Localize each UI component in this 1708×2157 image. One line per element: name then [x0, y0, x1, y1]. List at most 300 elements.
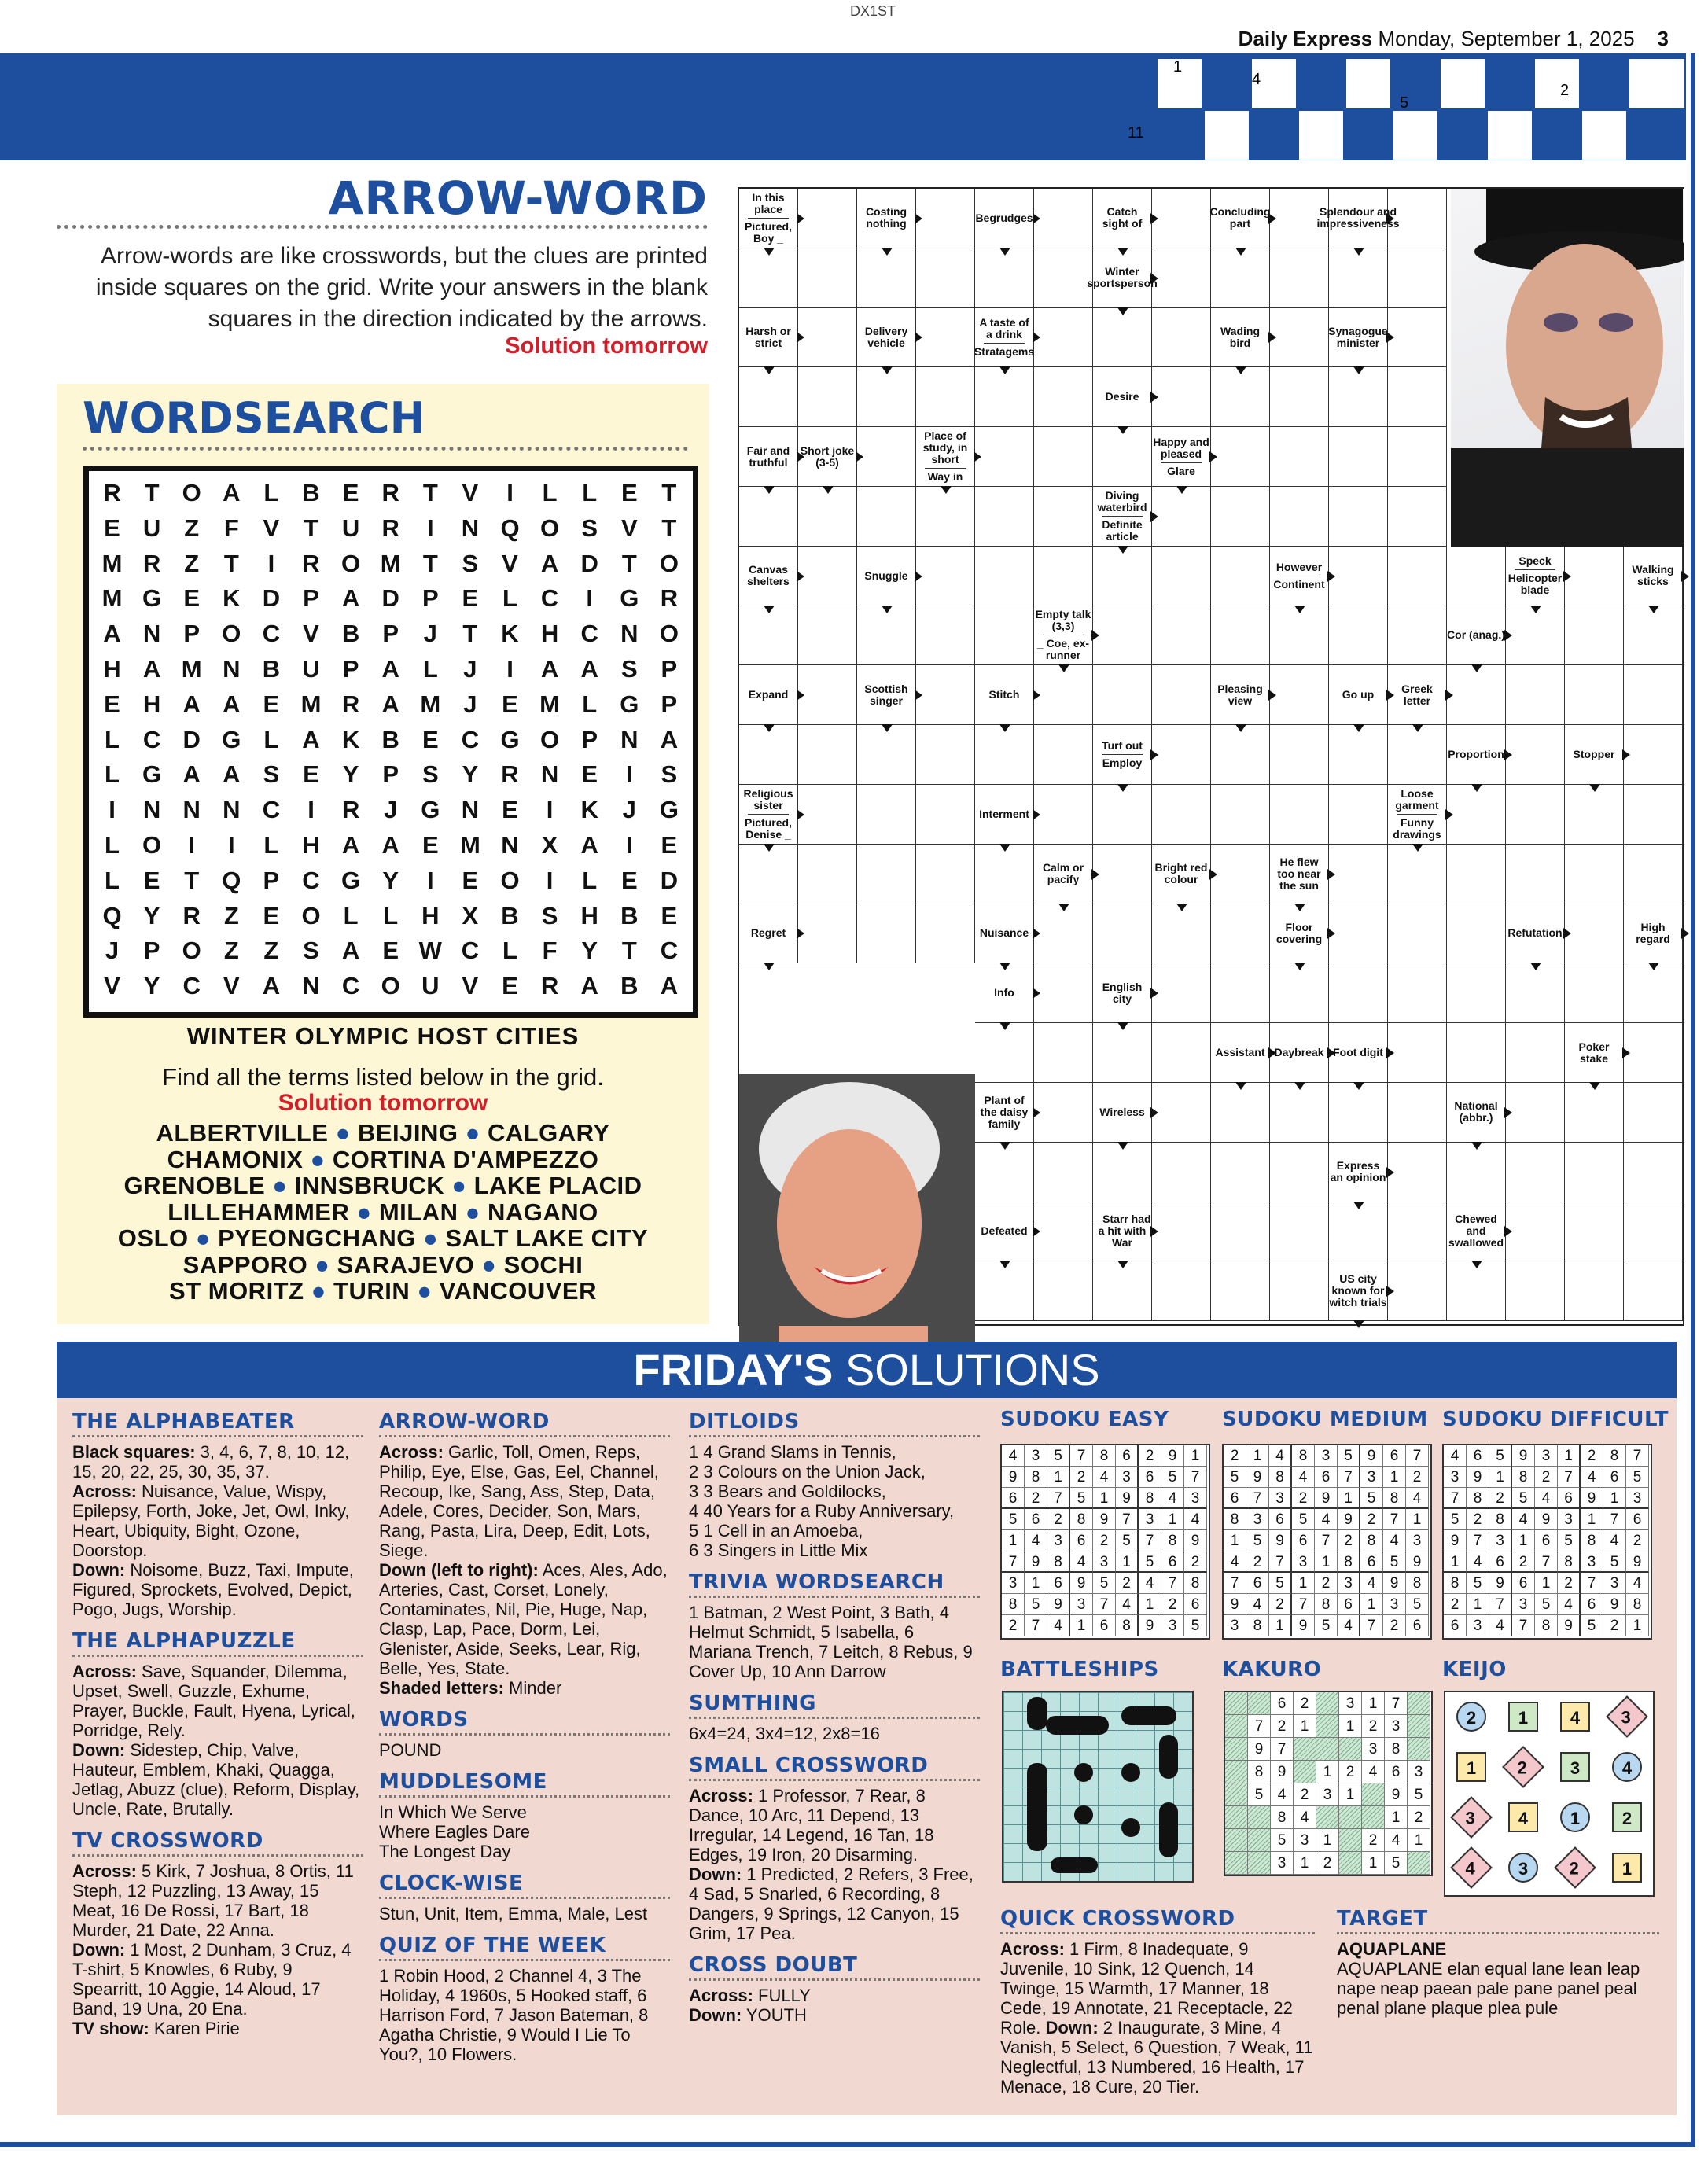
- sudoku-cell: 2: [1444, 1594, 1467, 1615]
- arrow-right-icon: [1150, 1107, 1158, 1118]
- clue-text: Funny drawings: [1393, 815, 1441, 841]
- sudoku-cell: 8: [1444, 1573, 1467, 1594]
- answer-cell: [1211, 725, 1270, 785]
- wordsearch-letter: D: [381, 584, 399, 613]
- answer-cell: [1506, 725, 1565, 785]
- answer-cell: [1034, 1261, 1093, 1321]
- wordsearch-letter: A: [182, 690, 201, 718]
- section-text: 3, 4, 6, 7, 8, 10, 12, 15, 20, 22, 25, 30, 35, 37.: [72, 1442, 350, 1482]
- section-label: Across:: [72, 1662, 137, 1681]
- answer-cell: [857, 725, 916, 785]
- wordsearch-letter: A: [381, 831, 399, 859]
- kakuro-cell: 2: [1362, 1829, 1385, 1852]
- answer-cell: [739, 725, 798, 785]
- answer-cell: [1388, 1083, 1447, 1143]
- sudoku-cell: 2: [1603, 1615, 1626, 1636]
- answer-cell: [1093, 1143, 1152, 1202]
- wordsearch-letter: B: [501, 901, 519, 929]
- clue-cell: [739, 189, 798, 248]
- sudoku-cell: 9: [1246, 1467, 1269, 1488]
- wordsearch-letter: C: [461, 937, 480, 965]
- answer-cell: [1506, 963, 1565, 1023]
- wordsearch-letter: E: [421, 831, 439, 859]
- divider: [83, 447, 688, 451]
- clue-divider: [1161, 462, 1202, 463]
- sudoku-cell: 9: [1558, 1615, 1581, 1636]
- wordsearch-letter: L: [383, 901, 399, 929]
- sudoku-cell: 9: [1025, 1551, 1047, 1573]
- arrow-right-icon: [1033, 928, 1040, 939]
- wordsearch-letter: L: [263, 725, 279, 753]
- kakuro-cell: 4: [1362, 1761, 1385, 1783]
- page-number: 3: [1657, 27, 1669, 50]
- arrow-right-icon: [1033, 332, 1040, 343]
- wordsearch-letter: M: [181, 655, 202, 683]
- sudoku-cell: 4: [1002, 1445, 1025, 1467]
- wordsearch-letter: I: [426, 866, 434, 894]
- answer-cell: [1211, 427, 1270, 487]
- answer-cell: [1447, 963, 1506, 1023]
- sudoku-cell: 3: [1489, 1530, 1512, 1551]
- arrow-down-icon: [1117, 1022, 1128, 1030]
- sudoku-cell: 9: [1338, 1509, 1360, 1530]
- clue-cell: [798, 427, 857, 487]
- section-heading: SMALL CROSSWORD: [689, 1756, 980, 1781]
- wordsearch-letter: O: [301, 901, 321, 929]
- kakuro-clue-cell: [1225, 1738, 1248, 1761]
- clue-cell: [739, 904, 798, 964]
- wordsearch-letter: C: [461, 725, 480, 753]
- wordsearch-letter: U: [142, 513, 161, 542]
- clue-text: Costing nothing: [865, 205, 907, 230]
- answer-cell: [1270, 725, 1329, 785]
- kakuro-clue-cell: [1316, 1806, 1339, 1829]
- kakuro-clue-cell: [1339, 1829, 1362, 1852]
- sudoku-cell: 8: [1626, 1594, 1649, 1615]
- sudoku-cell: 1: [1603, 1488, 1626, 1509]
- sudoku-cell: 5: [1161, 1467, 1184, 1488]
- arrow-right-icon: [1033, 809, 1040, 820]
- keijo-shape-t: [1612, 1802, 1642, 1832]
- kakuro-clue-cell: [1316, 1738, 1339, 1761]
- arrow-right-icon: [1563, 928, 1571, 939]
- arrow-right-icon: [797, 571, 804, 582]
- sudoku-cell: 2: [1047, 1509, 1070, 1530]
- wordsearch-letter: I: [267, 549, 275, 577]
- answer-cell: [1034, 785, 1093, 845]
- arrow-right-icon: [1091, 630, 1099, 641]
- answer-cell: [1388, 904, 1447, 964]
- arrow-down-icon: [1176, 486, 1187, 494]
- sudoku-cell: 2: [1292, 1488, 1315, 1509]
- answer-cell: [916, 308, 975, 368]
- sudoku-cell: 5: [1093, 1573, 1116, 1594]
- answer-cell: [857, 487, 916, 547]
- keijo-shape-t: [1560, 1752, 1590, 1782]
- clue-divider: [925, 468, 966, 469]
- wordsearch-letter: A: [142, 655, 161, 683]
- answer-cell: [739, 606, 798, 666]
- wordsearch-letter: P: [303, 584, 319, 613]
- sudoku-cell: 6: [1383, 1445, 1406, 1467]
- ship-segment: [1027, 1697, 1047, 1730]
- wordsearch-letter: A: [302, 725, 320, 753]
- clue-cell: [1329, 308, 1388, 368]
- section-text: FULLY: [753, 1986, 811, 2005]
- sudoku-cell: 6: [1002, 1488, 1025, 1509]
- bottom-border: [0, 2142, 1695, 2147]
- arrow-down-icon: [1353, 1320, 1364, 1328]
- sudoku-cell: 6: [1269, 1509, 1292, 1530]
- section-heading: WORDS: [379, 1710, 670, 1736]
- section-text: Save, Squander, Dilemma, Upset, Swell, Guzzle, Exhume, Prayer, Buckle, Fault, Hyena, Lyrical, Porridge, Rely.: [72, 1662, 355, 1740]
- sudoku-cell: 1: [1406, 1509, 1429, 1530]
- keijo-number: 2: [1466, 1708, 1477, 1728]
- clue-text: Poker stake: [1578, 1040, 1610, 1065]
- sudoku-cell: 4: [1116, 1594, 1139, 1615]
- sudoku-cell: 6: [1512, 1573, 1535, 1594]
- answer-cell: [1329, 963, 1388, 1023]
- kakuro-cell: 9: [1248, 1738, 1271, 1761]
- wordsearch-letter: G: [222, 725, 241, 753]
- sudoku-cell: 8: [1581, 1530, 1603, 1551]
- section-body: [689, 1442, 980, 1560]
- kakuro-cell: 9: [1385, 1783, 1408, 1806]
- answer-cell: [1624, 963, 1683, 1023]
- wordsearch-letter: A: [341, 831, 360, 859]
- answer-cell: [1447, 1143, 1506, 1202]
- wordsearch-letter: K: [341, 725, 360, 753]
- clue-cell: [1624, 904, 1683, 964]
- keijo-number: 2: [1621, 1809, 1633, 1828]
- section-text: YOUTH: [742, 2005, 807, 2025]
- wordsearch-word-line: [57, 1172, 709, 1199]
- kakuro-cell: 2: [1294, 1692, 1316, 1715]
- bullet-icon: ●: [304, 1277, 334, 1305]
- kakuro-clue-cell: [1339, 1738, 1362, 1761]
- sudoku-cell: 2: [1467, 1509, 1489, 1530]
- clue-text: However: [1275, 560, 1323, 573]
- answer-cell: [1506, 1261, 1565, 1321]
- wordsearch-letter: L: [502, 937, 517, 965]
- wordsearch-letter: N: [182, 796, 201, 824]
- arrow-down-icon: [882, 366, 893, 374]
- arrow-down-icon: [764, 963, 775, 970]
- wordsearch-letter: M: [300, 690, 322, 718]
- sudoku-cell: 9: [1070, 1573, 1093, 1594]
- keijo-number: 1: [1466, 1758, 1477, 1778]
- bullet-icon: ●: [458, 1119, 488, 1147]
- band-square: [1581, 109, 1628, 160]
- wordsearch-letter: N: [620, 725, 639, 753]
- wordsearch-letter: G: [421, 796, 440, 824]
- sudoku-cell: 4: [1139, 1573, 1161, 1594]
- answer-cell: [1506, 1202, 1565, 1262]
- sudoku-cell: 3: [1406, 1530, 1429, 1551]
- section-text: 1 Firm, 8 Inadequate, 9 Juvenile, 10 Sink, 12 Quench, 14 Twinge, 15 Warmth, 17 Manner, 18 Cede, 19 Annotate, 21 Receptacle, 22 Role.: [1000, 1939, 1293, 2037]
- answer-cell: [1034, 665, 1093, 725]
- section-label: Across:: [379, 1442, 444, 1462]
- band-number: 5: [1400, 94, 1409, 112]
- sudoku-heading: SUDOKU MEDIUM: [1222, 1408, 1428, 1431]
- wordsearch-letter: Q: [222, 866, 241, 894]
- sudoku-cell: 4: [1535, 1488, 1558, 1509]
- arrow-right-icon: [1386, 213, 1394, 224]
- clue-cell: [1211, 189, 1270, 248]
- answer-cell: [1565, 904, 1624, 964]
- kakuro-cell: 7: [1385, 1692, 1408, 1715]
- wordsearch-letter: R: [341, 690, 360, 718]
- wordsearch-word: BEIJING: [357, 1119, 458, 1147]
- ship-segment: [1046, 1716, 1109, 1735]
- answer-cell: [1388, 1261, 1447, 1321]
- wordsearch-letter: T: [304, 513, 318, 542]
- clue-cell: [1316, 189, 1400, 248]
- wordsearch-letter: I: [426, 513, 434, 542]
- wordsearch-word: INNSBRUCK: [294, 1172, 445, 1199]
- sudoku-cell: 7: [1116, 1509, 1139, 1530]
- wordsearch-letter: C: [262, 796, 281, 824]
- band-square: [1439, 57, 1486, 109]
- answer-cell: [1152, 665, 1211, 725]
- wordsearch-letter: T: [661, 479, 677, 506]
- sudoku-cell: 1: [1383, 1467, 1406, 1488]
- kakuro-clue-cell: [1316, 1692, 1339, 1715]
- sudoku-cell: 2: [1581, 1445, 1603, 1467]
- wordsearch-letter: V: [462, 479, 479, 506]
- answer-cell: [1388, 1202, 1447, 1262]
- sudoku-cell: 7: [1603, 1509, 1626, 1530]
- section-text: The Longest Day: [379, 1842, 511, 1861]
- wordsearch-letter: Q: [500, 513, 520, 542]
- wordsearch-letter: N: [461, 796, 480, 824]
- wordsearch-letter: E: [462, 866, 479, 894]
- arrow-down-icon: [1353, 1082, 1364, 1090]
- arrow-down-icon: [882, 724, 893, 732]
- answer-cell: [1270, 367, 1329, 427]
- wordsearch-letter: J: [463, 655, 477, 683]
- sudoku-cell: 7: [1224, 1573, 1246, 1594]
- sudoku-cell: 6: [1070, 1530, 1093, 1551]
- solutions-column-2: [379, 1412, 670, 2077]
- section-text: Sidestep, Chip, Valve, Hauteur, Emblem, Khaki, Quagga, Jetlag, Abuzz (clue), Reform, Display, Uncle, Rate, Brutally.: [72, 1740, 360, 1819]
- sudoku-cell: 7: [1581, 1573, 1603, 1594]
- sudoku-cell: 9: [1360, 1445, 1383, 1467]
- arrowword-solution-note: Solution tomorrow: [505, 333, 708, 359]
- answer-cell: [1565, 845, 1624, 904]
- wordsearch-letter: G: [500, 725, 520, 753]
- sudoku-cell: 1: [1070, 1615, 1093, 1636]
- arrow-right-icon: [1327, 869, 1335, 880]
- arrow-right-icon: [1445, 809, 1453, 820]
- ship-segment: [1074, 1805, 1093, 1824]
- answer-cell: [798, 487, 857, 547]
- kakuro-clue-cell: [1294, 1761, 1316, 1783]
- answer-cell: [1270, 1083, 1329, 1143]
- sudoku-cell: 5: [1489, 1445, 1512, 1467]
- answer-cell: [1270, 665, 1329, 725]
- arrow-right-icon: [1681, 571, 1689, 582]
- wordsearch-letter: G: [341, 866, 361, 894]
- arrow-down-icon: [1235, 724, 1246, 732]
- sudoku-cell: 9: [1444, 1530, 1467, 1551]
- clue-cell: [1447, 1202, 1506, 1262]
- section-label: Down:: [689, 1864, 742, 1884]
- wordsearch-letter: A: [580, 655, 598, 683]
- sudoku-cell: 2: [1383, 1615, 1406, 1636]
- answer-cell: [1329, 904, 1388, 964]
- sudoku-cell: 8: [1489, 1509, 1512, 1530]
- wordsearch-letter: M: [101, 584, 123, 613]
- kakuro-cell: 1: [1339, 1715, 1362, 1738]
- answer-cell: [1093, 665, 1152, 725]
- sudoku-cell: 5: [1535, 1594, 1558, 1615]
- answer-cell: [1388, 248, 1447, 308]
- solutions-banner: [57, 1342, 1677, 1398]
- clue-cell: [1447, 606, 1506, 666]
- bullet-icon: ●: [415, 1224, 446, 1252]
- section-heading: CLOCK-WISE: [379, 1874, 670, 1899]
- wordsearch-letter: C: [302, 866, 320, 894]
- section-label: Down:: [1045, 2018, 1099, 2037]
- sudoku-cell: 1: [1626, 1615, 1649, 1636]
- wordsearch-letter: H: [540, 620, 559, 648]
- kakuro-cell: 4: [1385, 1829, 1408, 1852]
- answer-cell: [1152, 487, 1211, 547]
- wordsearch-letter: E: [462, 584, 479, 613]
- wordsearch-letter: A: [341, 584, 360, 613]
- wordsearch-letter: J: [463, 690, 477, 718]
- sudoku-cell: 5: [1581, 1615, 1603, 1636]
- sudoku-cell: 7: [1093, 1594, 1116, 1615]
- wordsearch-letter: V: [263, 513, 280, 542]
- sudoku-cell: 3: [1581, 1551, 1603, 1573]
- arrow-down-icon: [941, 486, 952, 494]
- sudoku-cell: 9: [1406, 1551, 1429, 1573]
- clue-text: Loose garment: [1395, 786, 1439, 812]
- kakuro-clue-cell: [1248, 1692, 1271, 1715]
- sudoku-cell: 3: [1383, 1594, 1406, 1615]
- wordsearch-instruction: Find all the terms listed below in the grid.: [162, 1063, 604, 1091]
- clue-cell: [1388, 665, 1447, 725]
- sudoku-cell: 5: [1603, 1551, 1626, 1573]
- arrow-down-icon: [882, 248, 893, 256]
- wordsearch-letter: L: [263, 831, 279, 859]
- band-square: [1345, 57, 1392, 109]
- wordsearch-letter: P: [382, 620, 399, 648]
- bullet-icon: ●: [188, 1224, 219, 1252]
- sudoku-cell: 6: [1406, 1615, 1429, 1636]
- kakuro-clue-cell: [1362, 1783, 1385, 1806]
- battleships-heading: BATTLESHIPS: [1000, 1658, 1159, 1681]
- kakuro-clue-cell: [1248, 1852, 1271, 1875]
- arrow-right-icon: [1386, 332, 1394, 343]
- sudoku-cell: 1: [1025, 1573, 1047, 1594]
- sudoku-cell: 1: [1116, 1551, 1139, 1573]
- wordsearch-letter: W: [418, 937, 442, 965]
- wordsearch-letter: Y: [382, 866, 399, 894]
- sudoku-cell: 8: [1338, 1551, 1360, 1573]
- wordsearch-letter: E: [502, 972, 518, 1000]
- kakuro-cell: 3: [1294, 1829, 1316, 1852]
- wordsearch-letter: I: [625, 831, 633, 859]
- answer-cell: [1447, 547, 1506, 606]
- answer-cell: [1506, 665, 1565, 725]
- clue-text: Splendour and impressiveness: [1316, 205, 1400, 230]
- wordsearch-letter: P: [581, 725, 598, 753]
- clue-cell: [1506, 547, 1565, 606]
- wordsearch-letter: A: [540, 655, 559, 683]
- keijo-shape-d: [1554, 1846, 1596, 1889]
- sudoku-cell: 3: [1093, 1551, 1116, 1573]
- sudoku-cell: 3: [1116, 1467, 1139, 1488]
- answer-cell: [1329, 1083, 1388, 1143]
- answer-cell: [1447, 665, 1506, 725]
- arrow-right-icon: [1622, 1047, 1630, 1058]
- answer-cell: [975, 1023, 1034, 1083]
- answer-cell: [1624, 1143, 1683, 1202]
- sudoku-cell: 5: [1338, 1445, 1360, 1467]
- clue-text: Go up: [1342, 688, 1375, 701]
- kakuro-clue-cell: [1225, 1852, 1248, 1875]
- section-text: 5 1 Cell in an Amoeba,: [689, 1521, 863, 1540]
- band-square: [1486, 109, 1533, 160]
- band-number: 1: [1173, 58, 1183, 75]
- answer-cell: [798, 308, 857, 368]
- answer-cell: [1034, 1143, 1093, 1202]
- sudoku-cell: 2: [1360, 1509, 1383, 1530]
- clue-text: Nuisance: [979, 926, 1029, 940]
- keijo-shape-c: [1560, 1802, 1590, 1832]
- wordsearch-letter: C: [182, 972, 201, 1000]
- arrow-down-icon: [1294, 606, 1305, 613]
- bullet-icon: ●: [328, 1119, 358, 1147]
- wordsearch-letter: A: [223, 690, 241, 718]
- kakuro-grid: [1224, 1691, 1433, 1876]
- paper-name: Daily Express: [1238, 27, 1373, 50]
- arrow-down-icon: [999, 248, 1010, 256]
- sudoku-cell: 6: [1025, 1509, 1047, 1530]
- sudoku-cell: 2: [1093, 1530, 1116, 1551]
- sudoku-cell: 4: [1315, 1509, 1338, 1530]
- wordsearch-letter: O: [381, 972, 400, 1000]
- kakuro-cell: 3: [1362, 1738, 1385, 1761]
- clue-text: Fair and truthful: [746, 444, 790, 469]
- sudoku-cell: 7: [1406, 1445, 1429, 1467]
- target-word: AQUAPLANE: [1337, 1939, 1447, 1959]
- sudoku-cell: 4: [1626, 1573, 1649, 1594]
- arrow-down-icon: [1648, 606, 1659, 613]
- kakuro-clue-cell: [1225, 1692, 1248, 1715]
- sudoku-cell: 6: [1047, 1573, 1070, 1594]
- arrow-right-icon: [1622, 749, 1630, 760]
- clue-text: Pictured, Denise _: [745, 815, 792, 841]
- arrow-right-icon: [1268, 690, 1276, 701]
- wordsearch-word: VANCOUVER: [439, 1277, 597, 1305]
- sudoku-cell: 3: [1467, 1615, 1489, 1636]
- arrow-down-icon: [1235, 366, 1246, 374]
- section-text: 6 3 Singers in Little Mix: [689, 1540, 868, 1560]
- sudoku-cell: 6: [1116, 1445, 1139, 1467]
- clue-divider: [1397, 814, 1437, 815]
- kakuro-cell: 1: [1362, 1852, 1385, 1875]
- sudoku-heading: SUDOKU EASY: [1000, 1408, 1169, 1431]
- sudoku-cell: 1: [1360, 1594, 1383, 1615]
- solutions-banner-bold: FRIDAY'S: [633, 1345, 834, 1394]
- keijo-number: 1: [1518, 1708, 1529, 1728]
- arrow-right-icon: [1033, 213, 1040, 224]
- answer-cell: [1270, 427, 1329, 487]
